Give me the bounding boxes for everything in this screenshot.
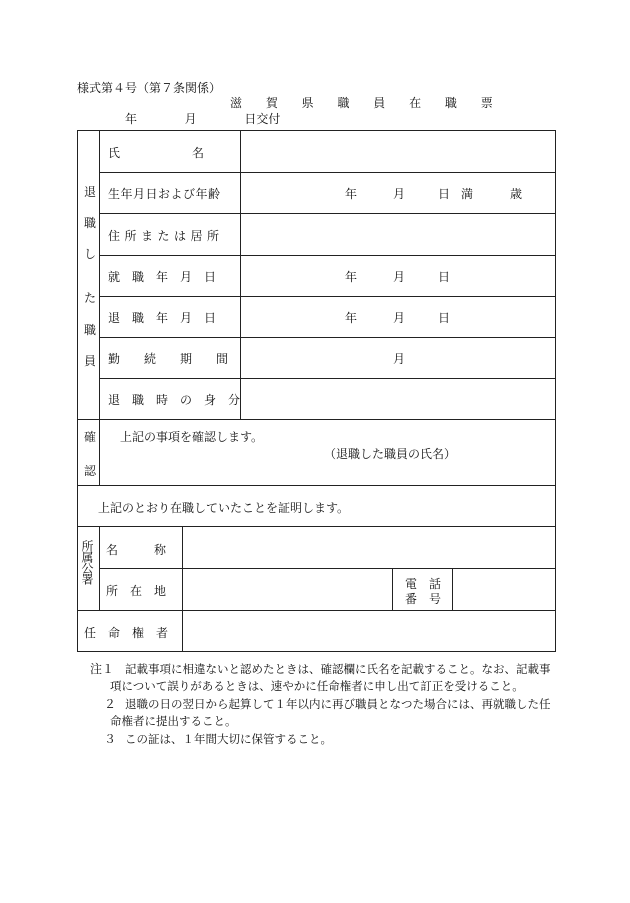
side-char: 退: [84, 185, 97, 199]
day-unit: 日: [438, 187, 451, 201]
name-field[interactable]: [241, 130, 555, 171]
note-1-head: 注１: [90, 662, 115, 676]
employment-date-label: 就 職 年 月 日: [108, 270, 217, 284]
month-unit: 月: [393, 270, 406, 284]
note-3-head: ３: [104, 732, 117, 746]
birthdate-age-label: 生年月日および年齢: [108, 187, 221, 201]
side-char: 員: [84, 354, 97, 368]
note-1-line1: 記載事項に相違ないと認めたときは、確認欄に氏名を記載すること。なお、記載事: [125, 662, 551, 676]
month-unit: 月: [393, 187, 406, 201]
appointing-authority-field[interactable]: [183, 611, 555, 651]
address-label: 住所または居所: [108, 229, 224, 243]
age-unit: 歳: [510, 187, 523, 201]
status-at-retirement-label: 退 職 時 の 身 分: [108, 393, 241, 407]
side-char: た: [84, 291, 97, 305]
month-unit: 月: [393, 311, 406, 325]
status-at-retirement-field[interactable]: [241, 379, 555, 419]
appointing-authority-label: 任 命 権 者: [84, 626, 169, 640]
issue-year-label: 年: [125, 112, 138, 126]
month-unit: 月: [393, 352, 406, 366]
issue-day-label: 日交付: [244, 112, 281, 126]
year-unit: 年: [345, 311, 358, 325]
office-address-field[interactable]: [183, 569, 391, 609]
confirm-side-char: 認: [84, 464, 97, 478]
phone-label-line1: 電 話: [405, 577, 442, 591]
note-1-line2: 項について誤りがあるときは、速やかに任命権者に申し出て訂正を受けること。: [110, 679, 524, 693]
signature-note: （退職した職員の氏名）: [324, 447, 457, 461]
confirmation-text: 上記の事項を確認します。: [120, 430, 264, 444]
birthdate-age-field[interactable]: [241, 172, 555, 213]
retirement-date-field[interactable]: [241, 296, 555, 337]
office-name-field[interactable]: [183, 527, 555, 567]
office-side-label: 所属公署: [80, 540, 94, 584]
confirm-side-char: 確: [84, 430, 97, 444]
day-unit: 日: [438, 311, 451, 325]
service-period-field[interactable]: [241, 337, 555, 378]
full-age-unit: 満: [461, 187, 474, 201]
certification-text: 上記のとおり在職していたことを証明します。: [98, 501, 350, 515]
note-3-line1: この証は、１年間大切に保管すること。: [125, 732, 332, 746]
office-address-label: 所 在 地: [106, 584, 167, 598]
day-unit: 日: [438, 270, 451, 284]
year-unit: 年: [345, 270, 358, 284]
service-period-label: 勤 続 期 間: [108, 352, 229, 366]
retirement-date-label: 退 職 年 月 日: [108, 311, 217, 325]
phone-label-line2: 番 号: [405, 592, 442, 606]
name-label: 氏 名: [108, 146, 205, 160]
side-char: 職: [84, 323, 97, 337]
note-2-line1: 退職の日の翌日から起算して１年以内に再び職員となつた場合には、再就職した任: [125, 697, 551, 711]
side-char: 職: [84, 216, 97, 230]
phone-number-field[interactable]: [453, 569, 555, 609]
form-number: 様式第４号（第７条関係）: [77, 81, 222, 95]
office-name-label: 名 称: [106, 543, 167, 557]
note-2-head: ２: [104, 697, 117, 711]
employment-date-field[interactable]: [241, 255, 555, 296]
note-2-line2: 命権者に提出すること。: [110, 714, 237, 728]
year-unit: 年: [345, 187, 358, 201]
document-title: 滋 賀 県 職 員 在 職 票: [230, 96, 503, 110]
issue-date: [125, 110, 280, 127]
issue-month-label: 月: [184, 112, 197, 126]
address-field[interactable]: [241, 214, 555, 254]
side-char: し: [84, 247, 97, 261]
